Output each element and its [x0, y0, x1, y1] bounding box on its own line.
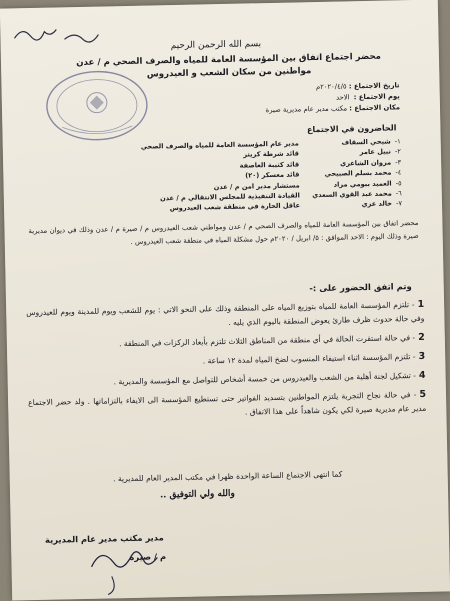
agreement-heading: وتم اتفق الحضور على :-: [309, 282, 412, 295]
closing-prayer: والله ولي التوفيق ..: [159, 488, 235, 501]
meta-row: يوم الاجتماع : الاحد: [335, 92, 400, 102]
attendees-heading: الحاضرون في الاجتماع: [306, 123, 397, 135]
agreement-item: 1- تلتزم المؤسسة العامة للمياه بتوزيع المياه على المنطقة وذلك على النحو الاتي : يوم للشعب ويوم للمدينة ويوم للعيدروس وفي حالة حدوث ظرف طارئ يعوض المنطقة باليوم الذي يليه .: [26, 298, 425, 327]
agreement-item: 4- تشكيل لجنة أهلية من الشعب والعيدروس من خمسة أشخاص للتواصل مع المؤسسة والمديرية .: [113, 369, 426, 387]
title-line-2: مواطنين من سكان الشعب و العيدروس: [146, 66, 312, 80]
agreement-item: 2- في حالة استقرت الحالة في أي منطقة من المناطق الثلاث تلتزم بأبعاد الركزات في المنطقة .: [118, 331, 425, 349]
signatory-name: م / صيرة: [129, 551, 167, 563]
attendee-row: ٣- مروان الشاعري قائد كتيبة العاصفة: [239, 158, 402, 170]
handwritten-note: [4, 14, 145, 57]
attendee-row: ١- شيحي السقاف مدير عام المؤسسة العامة للمياه والصرف الصحي: [140, 137, 401, 151]
meta-row: مكان الاجتماع : مكتب مدير عام مديرية صيرة: [265, 103, 401, 115]
basmala: بسم الله الرحمن الرحيم: [170, 39, 262, 52]
meta-row: تاريخ الاجتماع : ٢٠٢٠/٤/٥م: [315, 81, 400, 92]
agreement-item: 3- تلتزم المؤسسة اثناء استيفاء المنسوب لضخ المياه لمدة ١٢ ساعة .: [202, 350, 426, 366]
handwritten-signature: [71, 535, 182, 597]
intro-paragraph: محضر اتفاق بين المؤسسة العامة للمياه والصرف الصحي م / عدن ومواطني شعب العيدروس م / صيرة م / عدن وذلك في ديوان مديرية صيرة وذلك اليوم : الاحد الموافق : ٥/ ابريل / ٢٠٢٠م حول مشكلة المياه في منطقة شعب العيدروس .: [28, 218, 419, 246]
signatory-title: مدير مكتب مدير عام المديرية: [44, 532, 164, 545]
attendee-row: ٢- نبيل عامر قائد شرطة كريتر: [243, 147, 402, 159]
attendee-row: ٧- خالد عزي عاقل الحارة في منطقة شعب العيدروس: [169, 199, 403, 213]
attendees-list: [81, 136, 402, 216]
title-line-1: محضر اجتماع اتفاق بين المؤسسة العامة للمياه والصرف الصحي م / عدن: [76, 51, 382, 69]
attendee-row: ٥- العميد بيومي مراد مستشار مدير امن م / عدن: [213, 178, 402, 191]
meeting-meta: [219, 80, 400, 117]
official-seal-stamp: [41, 65, 153, 145]
agreement-item: 5- في حالة نجاح التجربة يلتزم المواطنين بتسديد الفواتير حتى تستطيع المؤسسة الى الايفاء بالتزاماتها . ولد حضر الاجتماع مدير عام مديرية صيرة لكي يكون شاهداً على هذا الاتفاق .: [28, 388, 427, 417]
agreement-items: [26, 298, 426, 429]
attendee-row: ٤- محمد بسلم الصبيحي قائد معسكر (٢٠): [245, 168, 402, 180]
attendee-row: ٦- محمد عبد القوي السعدي القيادة التنفيذية للمجلس الانتقالي م / عدن: [159, 189, 402, 203]
closing-line: كما انتهى الاجتماع الساعة الواحدة ظهرا في مكتب المدير العام للمديرية .: [113, 469, 343, 484]
